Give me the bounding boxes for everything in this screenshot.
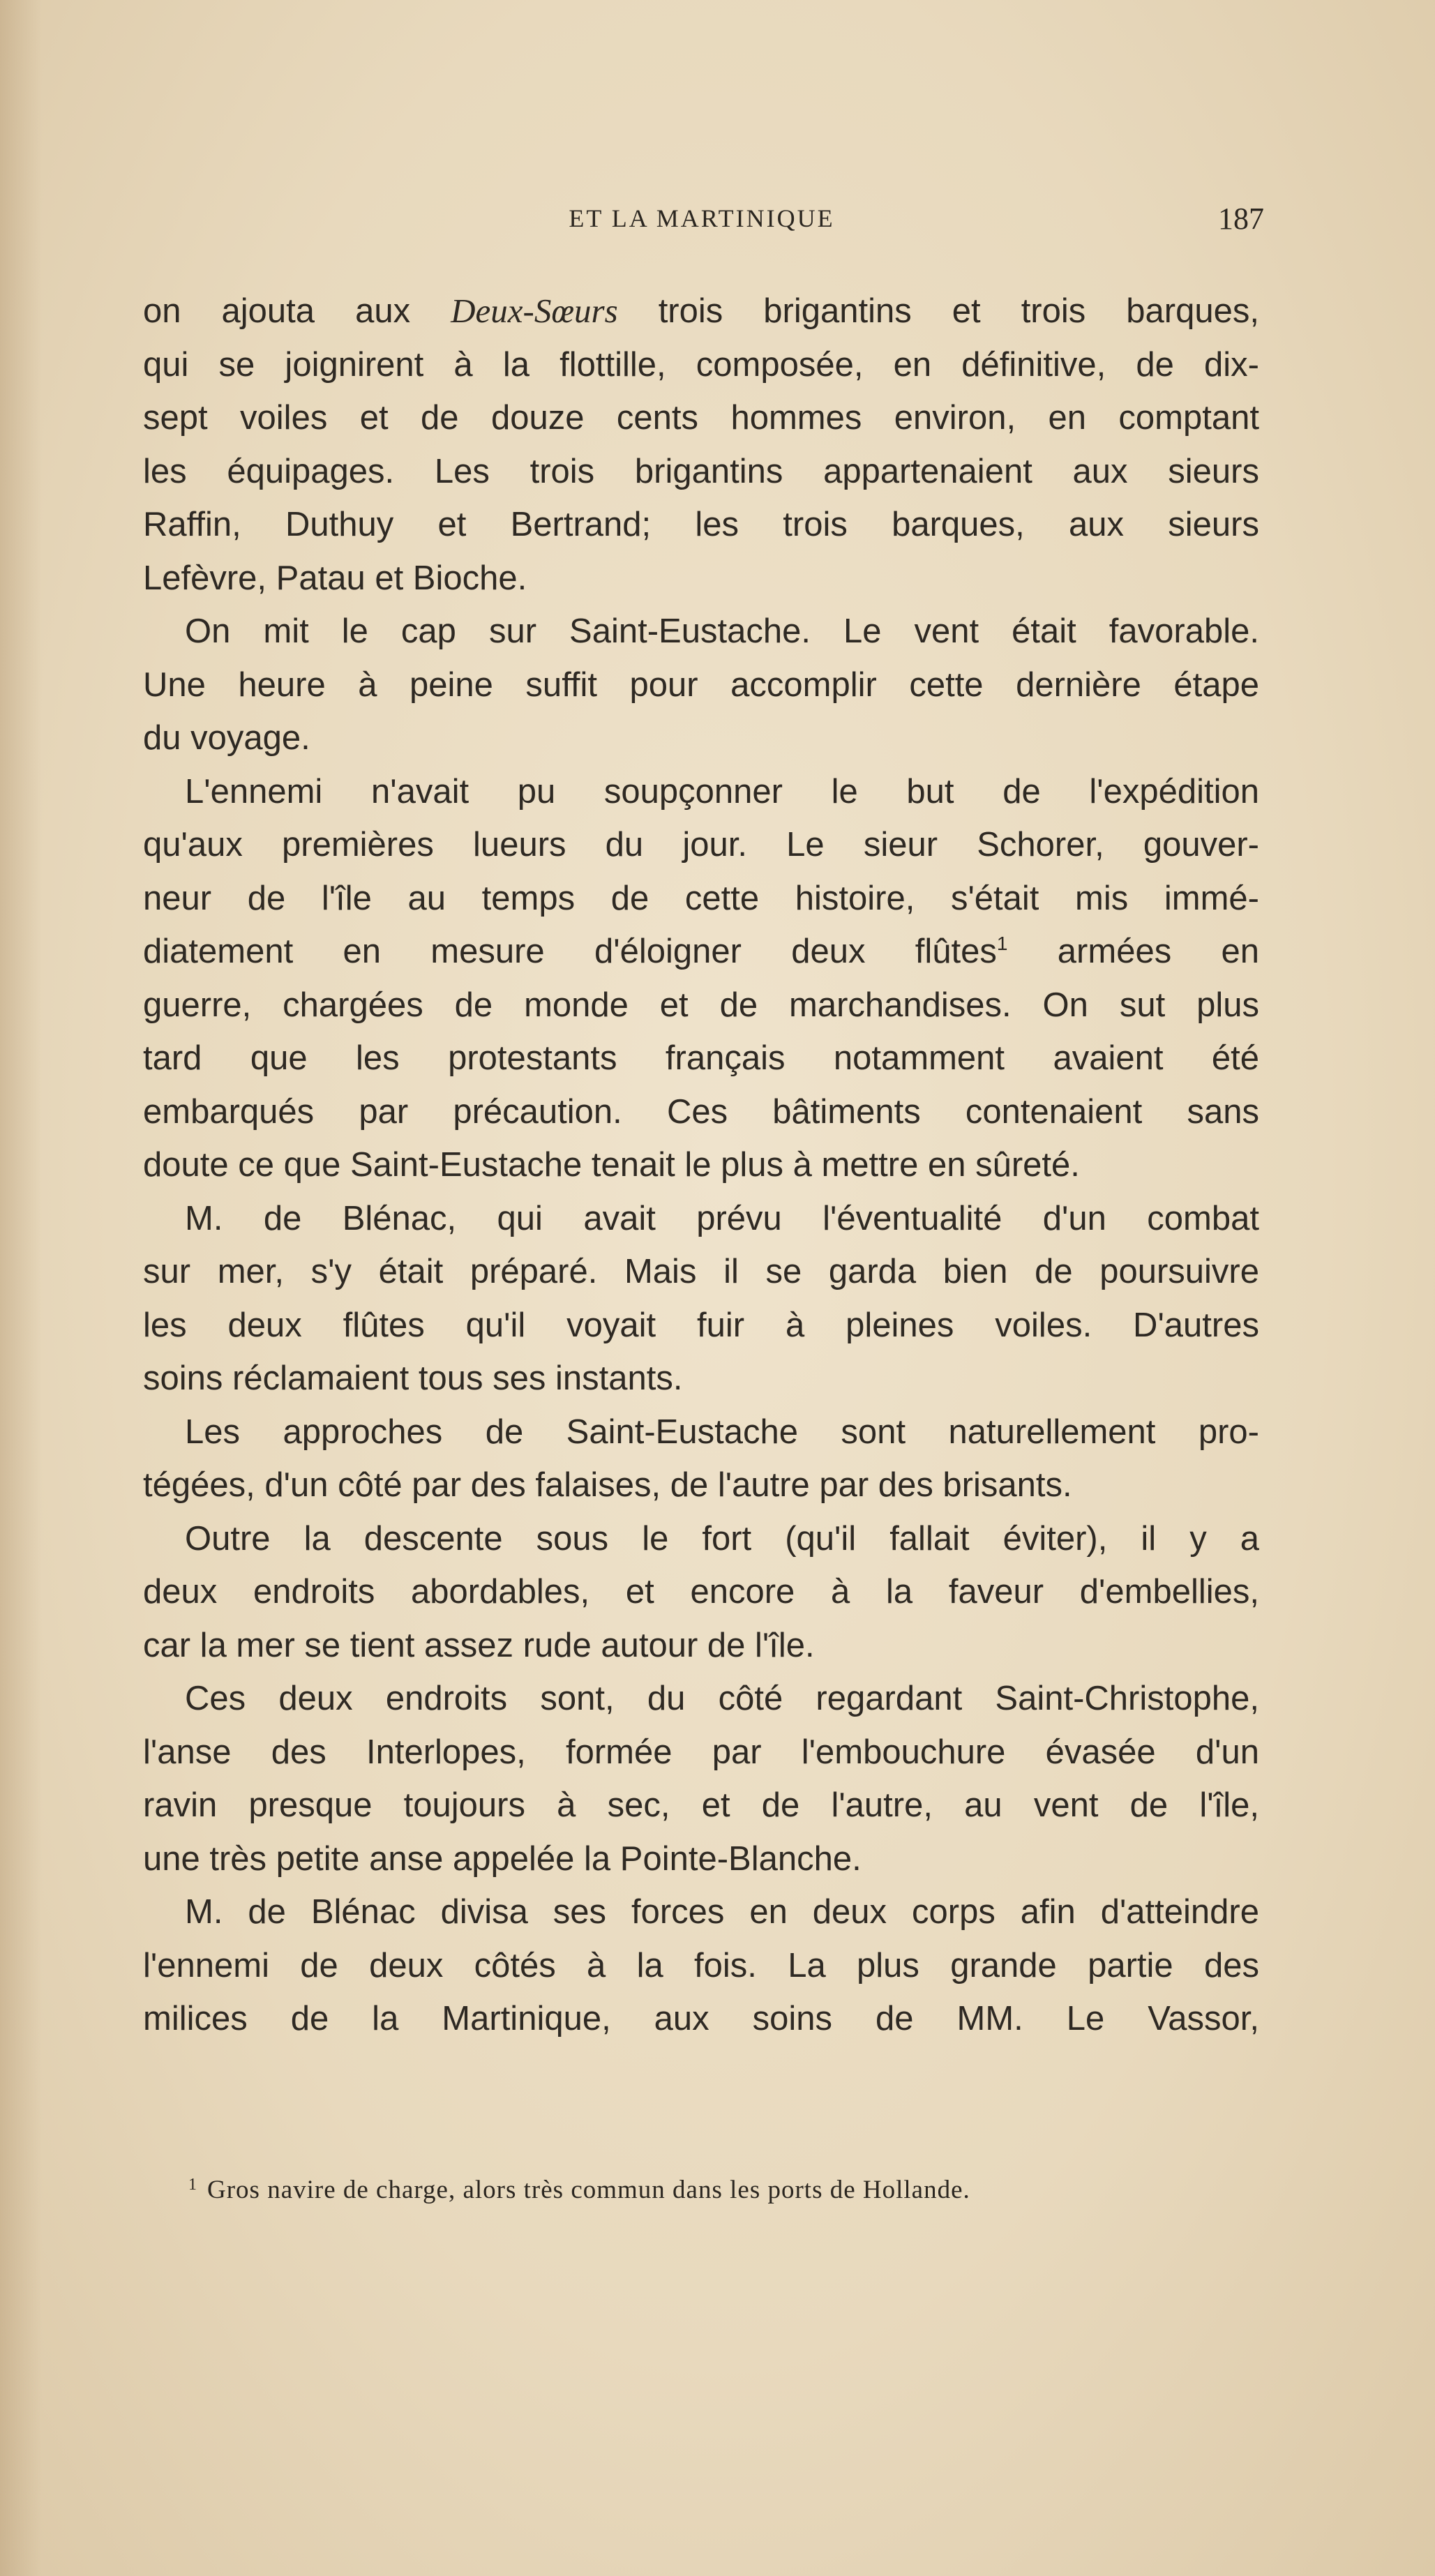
text-line: l'ennemi de deux côtés à la fois. La plus grande partie des — [143, 1946, 1259, 1984]
text-line: Raffin, Duthuy et Bertrand; les trois barques, aux sieurs — [143, 506, 1259, 543]
running-head: ET LA MARTINIQUE — [569, 204, 835, 232]
text-line: M. de Blénac, qui avait prévu l'éventualité d'un combat — [185, 1199, 1259, 1237]
text-line: les deux flûtes qu'il voyait fuir à pleines voiles. D'autres — [143, 1306, 1259, 1344]
text-line: doute ce que Saint-Eustache tenait le plus à mettre en sûreté. — [143, 1146, 1080, 1184]
text-line: Ces deux endroits sont, du côté regardant Saint-Christophe, — [185, 1680, 1259, 1717]
page-edge-shadow — [0, 0, 42, 2576]
text-line: embarqués par précaution. Ces bâtiments contenaient sans — [143, 1092, 1259, 1131]
footnote — [188, 2175, 1256, 2205]
text-line: Une heure à peine suffit pour accomplir cette dernière étape — [143, 665, 1259, 704]
text-line: sept voiles et de douze cents hommes environ, en comptant — [143, 399, 1259, 437]
text-line: qu'aux premières lueurs du jour. Le sieur Schorer, gouver- — [143, 826, 1259, 864]
page-header — [140, 204, 1264, 246]
text-line: deux endroits abordables, et encore à la faveur d'embellies, — [143, 1573, 1259, 1611]
text-line: qui se joignirent à la flottille, composée, en définitive, de dix- — [143, 345, 1259, 384]
text-line: Les approches de Saint-Eustache sont naturellement pro- — [185, 1413, 1259, 1451]
text-line: guerre, chargées de monde et de marchandises. On sut plus — [143, 986, 1259, 1024]
footnote-mark: 1 — [188, 2176, 197, 2194]
text-line: L'ennemi n'avait pu soupçonner le but de l'expédition — [185, 772, 1259, 811]
text-line: une très petite anse appelée la Pointe-Blanche. — [143, 1839, 862, 1878]
page-number: 187 — [1218, 202, 1264, 236]
text-line: diatement en mesure d'éloigner deux flûtes$^1$ armées en — [143, 933, 1259, 970]
ship-name-italic: Deux-Sœurs — [451, 292, 618, 330]
text-line: l'anse des Interlopes, formée par l'embouchure évasée d'un — [143, 1733, 1259, 1771]
text-line: M. de Blénac divisa ses forces en deux corps afin d'atteindre — [185, 1893, 1259, 1931]
footnote-reference: 1 — [996, 933, 1008, 954]
text-line: Lefèvre, Patau et Bioche. — [143, 559, 527, 597]
text-line: soins réclamaient tous ses instants. — [143, 1359, 683, 1397]
text-line: les équipages. Les trois brigantins appartenaient aux sieurs — [143, 452, 1259, 490]
text-line: ravin presque toujours à sec, et de l'autre, au vent de l'île, — [143, 1786, 1259, 1824]
text-line: milices de la Martinique, aux soins de MM. Le Vassor, — [143, 2000, 1259, 2038]
text-line: car la mer se tient assez rude autour de l'île. — [143, 1626, 815, 1664]
text-line: Outre la descente sous le fort (qu'il fallait éviter), il y a — [185, 1519, 1259, 1558]
body-text — [143, 285, 1259, 2046]
text-line: tégées, d'un côté par des falaises, de l'autre par des brisants. — [143, 1466, 1072, 1504]
footnote-text: Gros navire de charge, alors très commun dans les ports de Hollande. — [207, 2176, 970, 2204]
text-line: On mit le cap sur Saint-Eustache. Le vent était favorable. — [185, 612, 1259, 650]
text-line: du voyage. — [143, 719, 310, 757]
text-line: neur de l'île au temps de cette histoire, s'était mis immé- — [143, 879, 1259, 917]
text-line: sur mer, s'y était préparé. Mais il se garda bien de poursuivre — [143, 1253, 1259, 1290]
text-line: tard que les protestants français notamment avaient été — [143, 1039, 1259, 1077]
text-line: on ajouta aux Deux-Sœurs trois brigantins et trois barques, — [143, 292, 1259, 330]
